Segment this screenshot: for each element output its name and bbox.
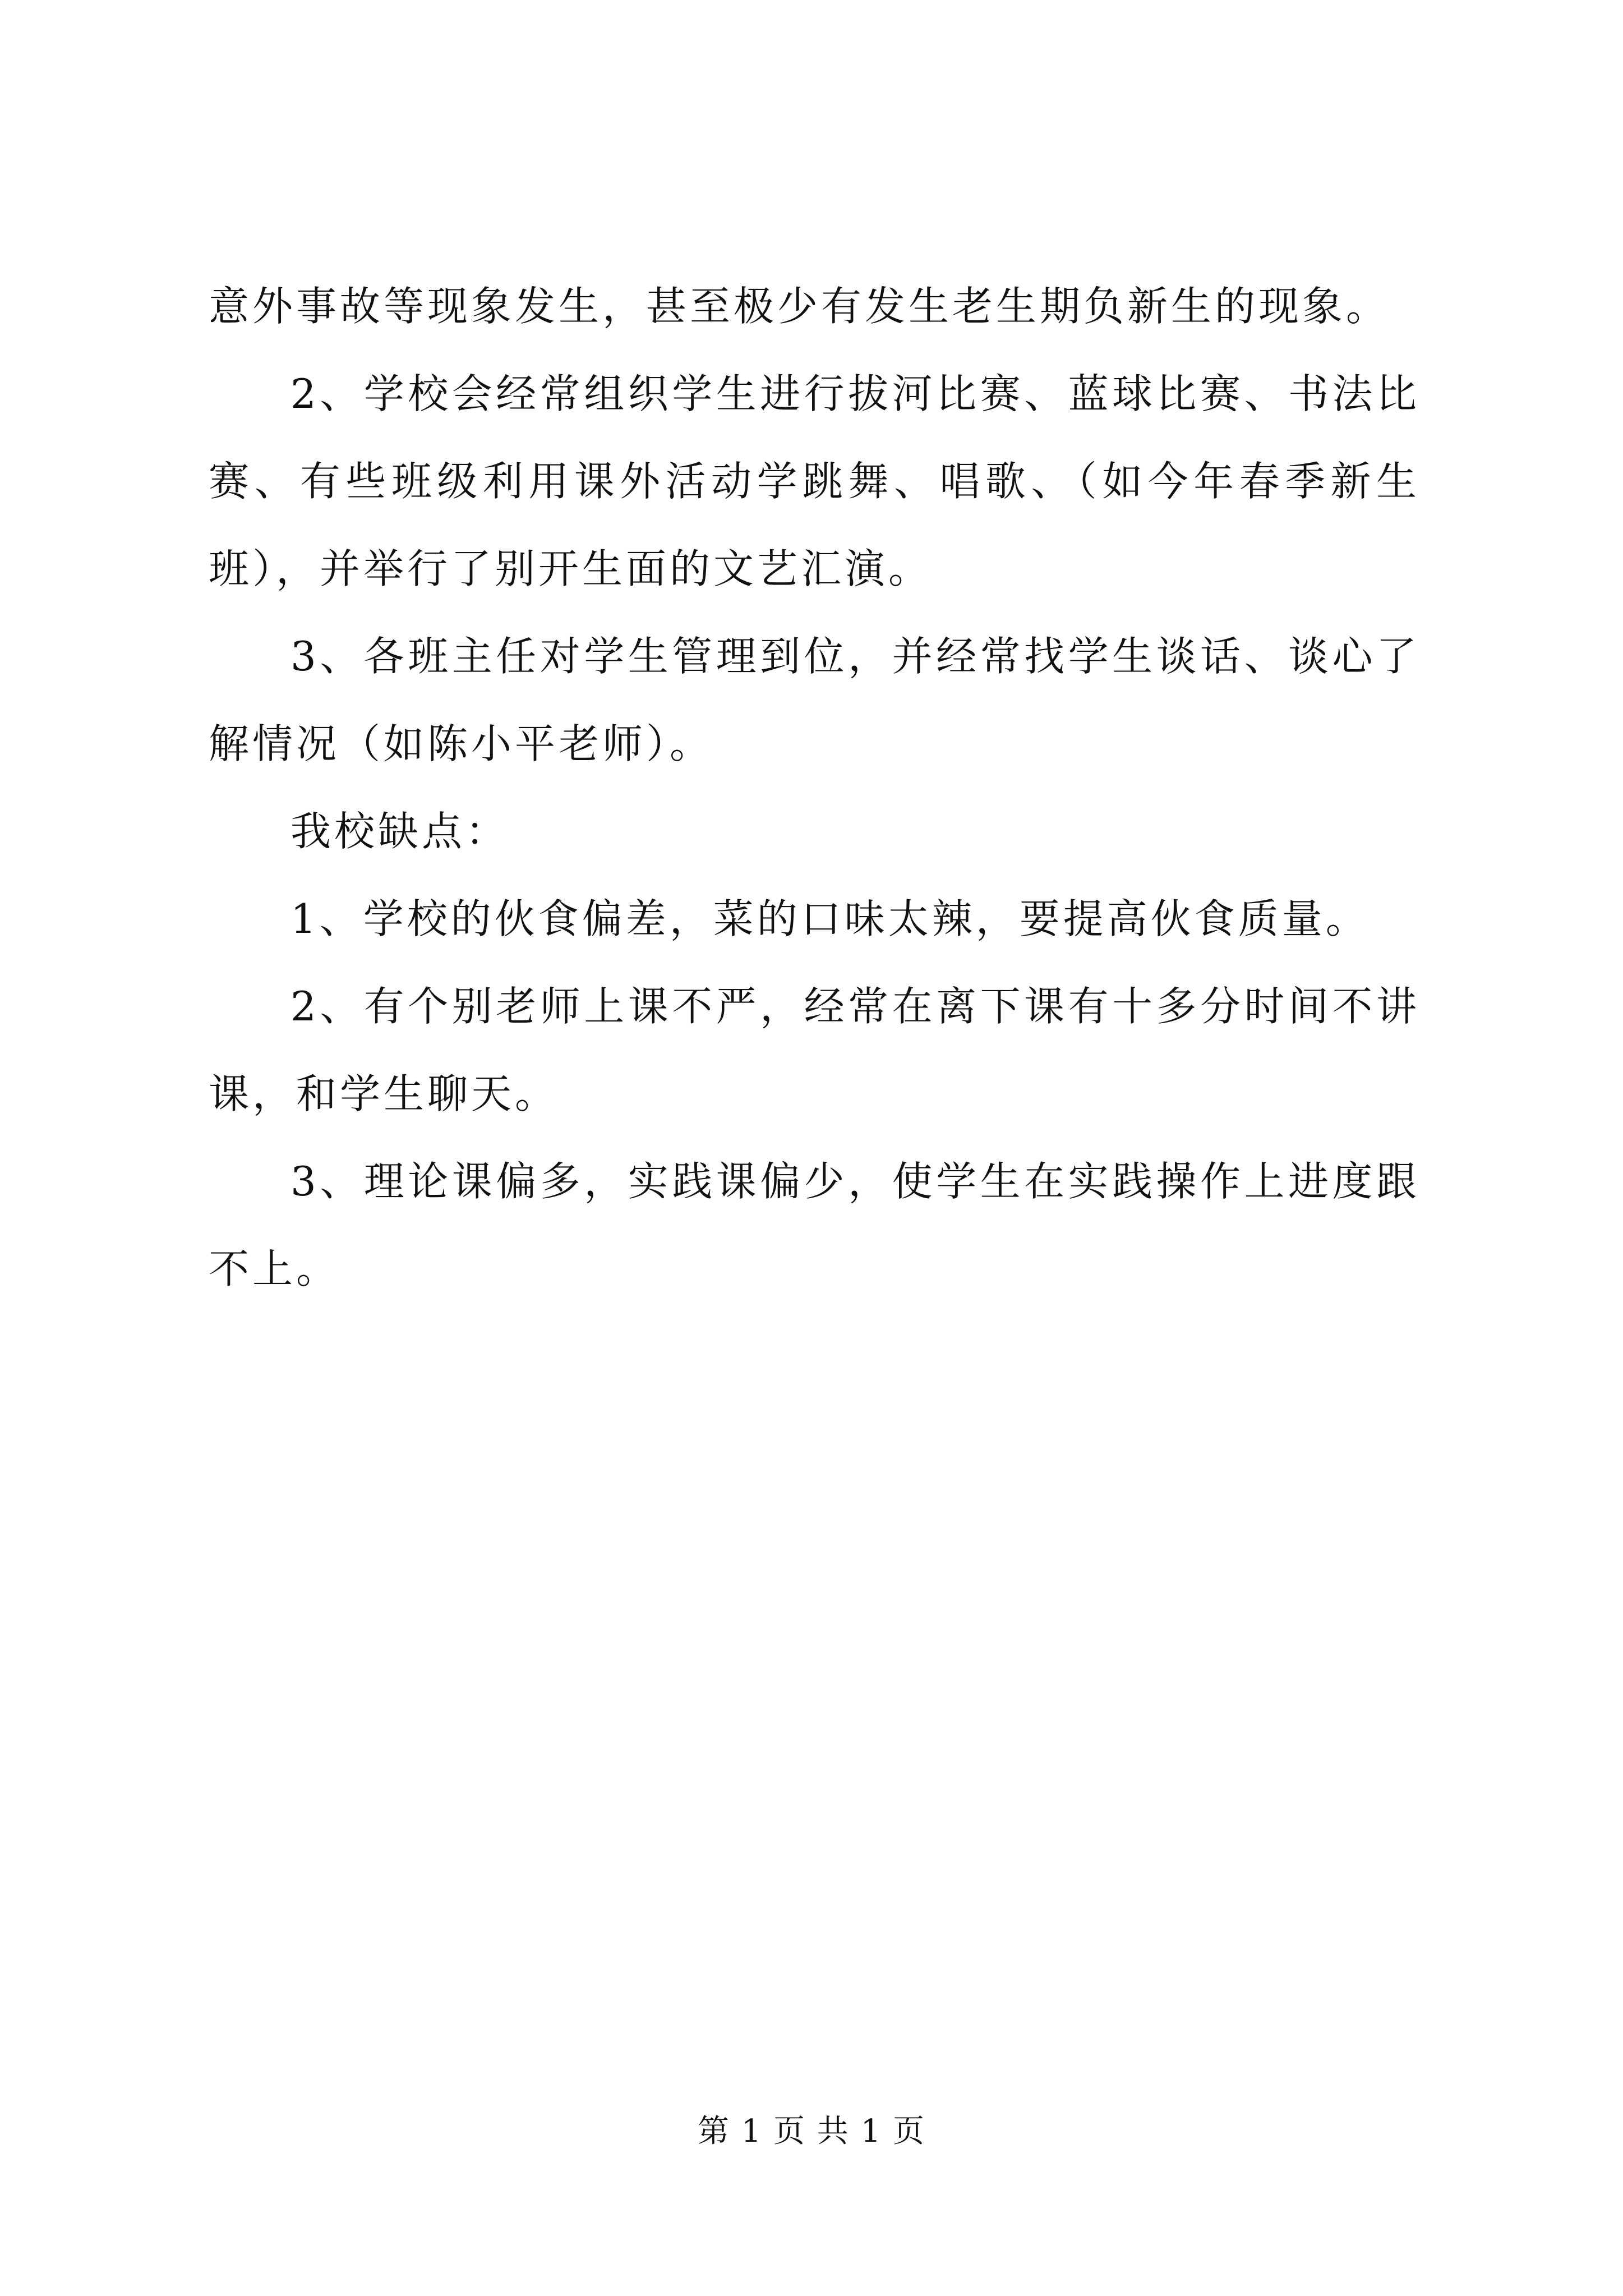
paragraph-shortcoming-1: 1、学校的伙食偏差，菜的口味太辣，要提高伙食质量。 (291, 895, 1370, 942)
paragraph-shortcoming-3: 3、理论课偏多，实践课偏少，使学生在实践操作上进度跟不上。 (209, 1158, 1420, 1292)
section-heading-shortcomings: 我校缺点： (291, 808, 510, 855)
paragraph-shortcoming-2: 2、有个别老师上课不严，经常在离下课有十多分时间不讲课，和学生聊天。 (209, 983, 1420, 1117)
paragraph-advantage-3: 3、各班主任对学生管理到位，并经常找学生谈话、谈心了解情况（如陈小平老师）。 (209, 633, 1420, 767)
document-body (209, 263, 1420, 1313)
paragraph-continuation: 意外事故等现象发生，甚至极少有发生老生期负新生的现象。 (209, 283, 1390, 330)
page-footer: 第 1 页 共 1 页 (697, 2113, 926, 2150)
paragraph-advantage-2: 2、学校会经常组织学生进行拔河比赛、蓝球比赛、书法比赛、有些班级利用课外活动学跳舞、唱歌、（如今年春季新生班），并举行了别开生面的文艺汇演。 (209, 370, 1420, 592)
